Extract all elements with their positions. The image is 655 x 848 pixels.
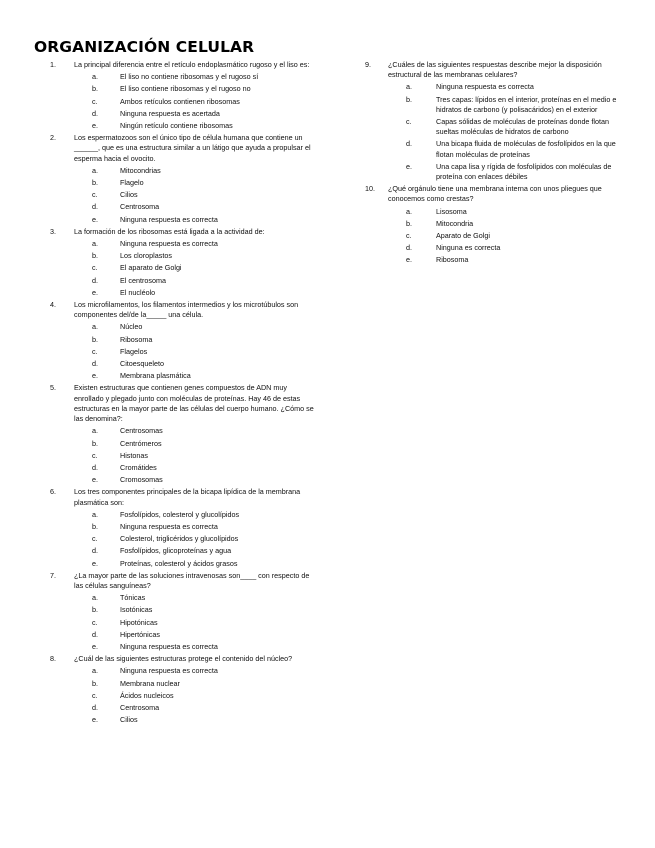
answer-option bbox=[74, 703, 319, 713]
answer-options bbox=[74, 426, 319, 485]
answer-option bbox=[388, 95, 622, 115]
option-text: Tres capas: lípidos en el interior, proteínas en el medio e hidratos de carbono (y polisacáridos) en el exterior bbox=[436, 94, 617, 114]
option-text: Los cloroplastos bbox=[120, 251, 172, 261]
option-letter: d. bbox=[406, 139, 412, 149]
answer-option bbox=[74, 630, 319, 640]
option-text: Fosfolípidos, glicoproteínas y agua bbox=[120, 546, 232, 556]
option-letter: e. bbox=[92, 214, 98, 224]
option-letter: c. bbox=[92, 450, 98, 460]
answer-option bbox=[74, 618, 319, 628]
option-letter: a. bbox=[92, 72, 98, 82]
option-text: Flagelo bbox=[120, 178, 144, 188]
page-title: ORGANIZACIÓN CELULAR bbox=[34, 38, 255, 56]
option-text: Colesterol, triglicéridos y glucolípidos bbox=[120, 534, 239, 544]
option-letter: c. bbox=[92, 534, 98, 544]
option-letter: a. bbox=[92, 426, 98, 436]
option-letter: b. bbox=[406, 218, 412, 228]
option-letter: b. bbox=[92, 178, 98, 188]
option-text: Hipotónicas bbox=[120, 617, 158, 627]
option-text: Ninguna respuesta es correcta bbox=[120, 641, 218, 651]
option-text: Ninguna es correcta bbox=[436, 243, 501, 253]
option-text: Núcleo bbox=[120, 322, 143, 332]
answer-option bbox=[74, 666, 319, 676]
option-letter: c. bbox=[406, 117, 412, 127]
answer-option bbox=[74, 534, 319, 544]
question-6 bbox=[34, 487, 319, 568]
option-text: Flagelos bbox=[120, 346, 148, 356]
option-letter: e. bbox=[406, 255, 412, 265]
option-text: Proteínas, colesterol y ácidos grasos bbox=[120, 558, 238, 568]
answer-option bbox=[388, 117, 622, 137]
question-text: Los tres componentes principales de la bicapa lipídica de la membrana plasmática son: bbox=[74, 487, 301, 507]
answer-option bbox=[74, 510, 319, 520]
answer-option bbox=[74, 335, 319, 345]
option-letter: d. bbox=[92, 275, 98, 285]
option-letter: e. bbox=[92, 121, 98, 131]
answer-option bbox=[74, 190, 319, 200]
option-letter: b. bbox=[92, 438, 98, 448]
option-text: El centrosoma bbox=[120, 275, 166, 285]
question-number: 4. bbox=[50, 300, 56, 310]
option-text: Ningún retículo contiene ribosomas bbox=[120, 121, 233, 131]
option-letter: e. bbox=[92, 641, 98, 651]
answer-options bbox=[74, 72, 319, 131]
option-text: Membrana plasmática bbox=[120, 371, 191, 381]
option-letter: b. bbox=[92, 521, 98, 531]
option-letter: e. bbox=[406, 161, 412, 171]
question-4 bbox=[34, 300, 319, 381]
question-number: 10. bbox=[365, 184, 375, 194]
option-text: Ninguna respuesta es acertada bbox=[120, 108, 220, 118]
option-letter: c. bbox=[92, 263, 98, 273]
answer-option bbox=[74, 679, 319, 689]
option-text: Fosfolípidos, colesterol y glucolípidos bbox=[120, 509, 240, 519]
option-letter: d. bbox=[92, 546, 98, 556]
left-column bbox=[34, 60, 319, 727]
option-letter: c. bbox=[92, 690, 98, 700]
question-7 bbox=[34, 571, 319, 652]
option-letter: a. bbox=[406, 206, 412, 216]
question-2 bbox=[34, 133, 319, 225]
answer-options bbox=[388, 207, 622, 266]
answer-option bbox=[74, 288, 319, 298]
option-text: El nucléolo bbox=[120, 287, 156, 297]
option-letter: b. bbox=[92, 678, 98, 688]
answer-option bbox=[74, 97, 319, 107]
question-text: La principal diferencia entre el retículo endoplasmático rugoso y el liso es: bbox=[74, 60, 310, 69]
option-letter: e. bbox=[92, 287, 98, 297]
question-5 bbox=[34, 383, 319, 485]
option-letter: c. bbox=[92, 617, 98, 627]
option-text: Ácidos nucleicos bbox=[120, 690, 174, 700]
answer-options bbox=[74, 593, 319, 652]
option-letter: c. bbox=[406, 231, 412, 241]
answer-option bbox=[74, 691, 319, 701]
question-3 bbox=[34, 227, 319, 298]
option-letter: a. bbox=[92, 165, 98, 175]
option-text: Ninguna respuesta es correcta bbox=[436, 82, 534, 92]
question-number: 2. bbox=[50, 133, 56, 143]
answer-option bbox=[74, 522, 319, 532]
option-text: Citoesqueleto bbox=[120, 359, 164, 369]
answer-options bbox=[74, 666, 319, 725]
option-text: Membrana nuclear bbox=[120, 678, 180, 688]
option-letter: b. bbox=[92, 605, 98, 615]
option-text: Centrosomas bbox=[120, 426, 163, 436]
answer-option bbox=[74, 72, 319, 82]
option-text: Histonas bbox=[120, 450, 148, 460]
option-letter: a. bbox=[92, 593, 98, 603]
option-text: Cromátides bbox=[120, 462, 157, 472]
question-number: 5. bbox=[50, 383, 56, 393]
question-text: Existen estructuras que contienen genes compuestos de ADN muy enrollado y plegado junto con moléculas de proteínas. Hay 46 de estas estructuras en la mayor parte de las células del cuerpo humano. ¿Cómo se las denomina?: bbox=[74, 383, 314, 424]
answer-option bbox=[74, 251, 319, 261]
answer-option bbox=[74, 642, 319, 652]
question-text: Los espermatozoos son el único tipo de célula humana que contiene un ______, que es una estructura similar a un látigo que ayuda a propulsar el esperma hacia el ovocito. bbox=[74, 133, 311, 163]
option-letter: a. bbox=[92, 666, 98, 676]
question-number: 6. bbox=[50, 487, 56, 497]
answer-option bbox=[74, 84, 319, 94]
answer-option bbox=[74, 178, 319, 188]
option-letter: d. bbox=[92, 108, 98, 118]
question-number: 8. bbox=[50, 654, 56, 664]
option-letter: e. bbox=[92, 475, 98, 485]
answer-option bbox=[74, 605, 319, 615]
answer-options bbox=[74, 322, 319, 381]
question-number: 1. bbox=[50, 60, 56, 69]
option-letter: b. bbox=[92, 84, 98, 94]
option-letter: d. bbox=[92, 202, 98, 212]
option-text: Lisosoma bbox=[436, 206, 467, 216]
option-text: Una capa lisa y rígida de fosfolípidos con moléculas de proteína con enlaces débiles bbox=[436, 161, 612, 182]
option-text: El liso contiene ribosomas y el rugoso no bbox=[120, 84, 251, 94]
option-text: Cilios bbox=[120, 190, 138, 200]
answer-options bbox=[74, 166, 319, 225]
option-letter: a. bbox=[92, 509, 98, 519]
option-letter: d. bbox=[92, 359, 98, 369]
option-text: Capas sólidas de moléculas de proteínas donde flotan sueltas moléculas de hidratos de carbono bbox=[436, 117, 610, 137]
answer-options bbox=[388, 82, 622, 182]
option-text: Aparato de Golgi bbox=[436, 231, 490, 241]
option-text: Centrómeros bbox=[120, 438, 162, 448]
option-text: Mitocondria bbox=[436, 218, 474, 228]
answer-option bbox=[388, 231, 622, 241]
answer-option bbox=[388, 243, 622, 253]
option-text: Isotónicas bbox=[120, 605, 153, 615]
option-letter: b. bbox=[92, 251, 98, 261]
answer-option bbox=[74, 559, 319, 569]
answer-option bbox=[74, 166, 319, 176]
option-letter: e. bbox=[92, 715, 98, 725]
option-letter: c. bbox=[92, 96, 98, 106]
option-text: Hipertónicas bbox=[120, 629, 160, 639]
option-text: Ribosoma bbox=[436, 255, 469, 265]
question-9 bbox=[360, 60, 622, 182]
option-letter: d. bbox=[92, 702, 98, 712]
option-text: Cilios bbox=[120, 715, 138, 725]
option-text: Ninguna respuesta es correcta bbox=[120, 521, 218, 531]
option-text: Una bicapa fluida de moléculas de fosfolípidos en la que flotan moléculas de proteínas bbox=[436, 139, 616, 159]
option-letter: e. bbox=[92, 371, 98, 381]
answer-option bbox=[74, 426, 319, 436]
answer-option bbox=[74, 475, 319, 485]
option-text: Ninguna respuesta es correcta bbox=[120, 214, 218, 224]
answer-option bbox=[74, 593, 319, 603]
option-letter: b. bbox=[92, 334, 98, 344]
option-letter: c. bbox=[92, 190, 98, 200]
question-10 bbox=[360, 184, 622, 265]
option-letter: d. bbox=[92, 462, 98, 472]
option-text: Ambos retículos contienen ribosomas bbox=[120, 96, 240, 106]
right-column bbox=[360, 60, 622, 268]
option-letter: b. bbox=[406, 94, 412, 104]
answer-option bbox=[74, 239, 319, 249]
question-text: ¿Qué orgánulo tiene una membrana interna con unos pliegues que conocemos como crestas? bbox=[388, 184, 602, 204]
option-letter: e. bbox=[92, 558, 98, 568]
question-number: 3. bbox=[50, 226, 56, 236]
answer-option bbox=[74, 439, 319, 449]
answer-option bbox=[74, 451, 319, 461]
option-text: Centrosoma bbox=[120, 702, 160, 712]
answer-options bbox=[74, 239, 319, 298]
option-letter: a. bbox=[406, 82, 412, 92]
option-text: Mitocondrias bbox=[120, 165, 161, 175]
answer-option bbox=[388, 207, 622, 217]
option-text: El liso no contiene ribosomas y el rugoso sí bbox=[120, 72, 259, 82]
option-text: El aparato de Golgi bbox=[120, 263, 182, 273]
answer-option bbox=[388, 162, 622, 182]
option-text: Cromosomas bbox=[120, 475, 163, 485]
option-text: Tónicas bbox=[120, 593, 146, 603]
question-8 bbox=[34, 654, 319, 725]
question-text: La formación de los ribosomas está ligada a la actividad de: bbox=[74, 226, 265, 236]
answer-options bbox=[74, 510, 319, 569]
option-text: Ninguna respuesta es correcta bbox=[120, 666, 218, 676]
answer-option bbox=[388, 219, 622, 229]
answer-option bbox=[74, 359, 319, 369]
answer-option bbox=[74, 202, 319, 212]
answer-option bbox=[388, 139, 622, 159]
question-text: ¿Cuál de las siguientes estructuras protege el contenido del núcleo? bbox=[74, 654, 293, 664]
answer-option bbox=[74, 109, 319, 119]
answer-option bbox=[74, 215, 319, 225]
answer-option bbox=[74, 371, 319, 381]
option-text: Ribosoma bbox=[120, 334, 153, 344]
question-text: Los microfilamentos, los filamentos intermedios y los microtúbulos son componentes del/de la_____ una célula. bbox=[74, 300, 299, 320]
option-letter: c. bbox=[92, 346, 98, 356]
option-text: Centrosoma bbox=[120, 202, 160, 212]
question-1 bbox=[34, 60, 319, 131]
option-letter: d. bbox=[406, 243, 412, 253]
answer-option bbox=[74, 276, 319, 286]
question-number: 9. bbox=[365, 60, 371, 69]
option-letter: d. bbox=[92, 629, 98, 639]
option-letter: a. bbox=[92, 322, 98, 332]
answer-option bbox=[74, 463, 319, 473]
answer-option bbox=[74, 263, 319, 273]
question-text: ¿Cuáles de las siguientes respuestas describe mejor la disposición estructural de las membranas celulares? bbox=[388, 60, 602, 80]
answer-option bbox=[388, 255, 622, 265]
answer-option bbox=[74, 322, 319, 332]
answer-option bbox=[74, 347, 319, 357]
question-number: 7. bbox=[50, 570, 56, 580]
option-letter: a. bbox=[92, 239, 98, 249]
answer-option bbox=[388, 82, 622, 92]
answer-option bbox=[74, 546, 319, 556]
answer-option bbox=[74, 121, 319, 131]
option-text: Ninguna respuesta es correcta bbox=[120, 239, 218, 249]
answer-option bbox=[74, 715, 319, 725]
question-text: ¿La mayor parte de las soluciones intravenosas son____ con respecto de las células sanguíneas? bbox=[74, 570, 310, 590]
